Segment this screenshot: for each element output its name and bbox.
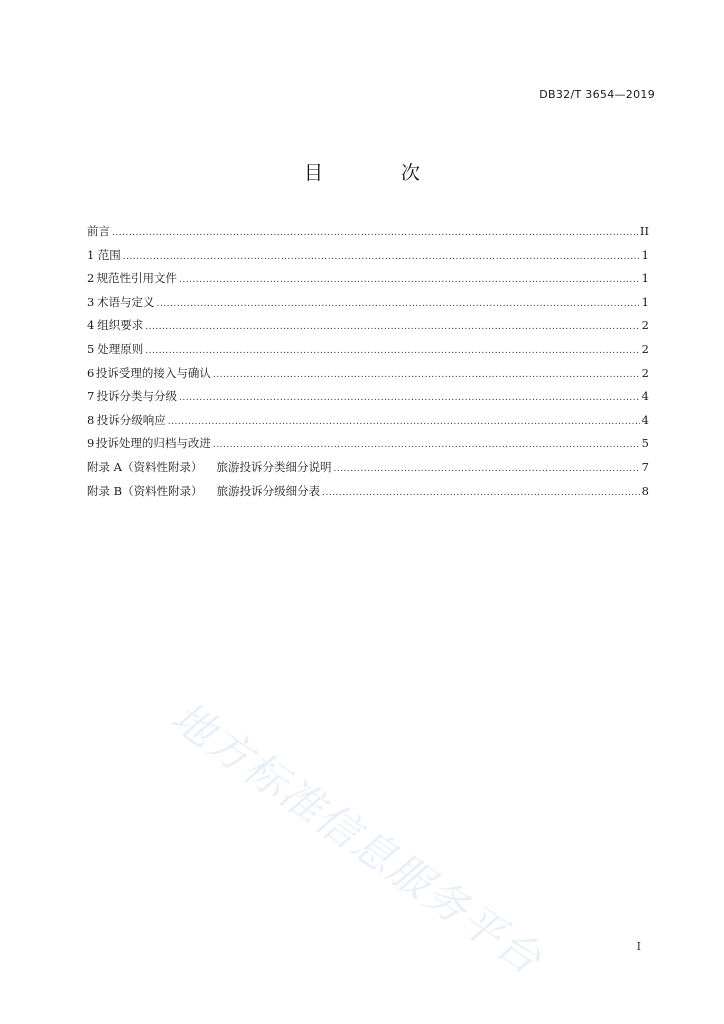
toc-dot-leader <box>157 291 640 317</box>
toc-entry-number: 7 <box>87 389 95 404</box>
toc-entry-number: 4 <box>87 318 95 333</box>
appendix-title: 旅游投诉分级细分表 <box>216 483 321 498</box>
toc-dot-leader <box>123 244 640 270</box>
toc-entry-label <box>87 480 320 504</box>
standard-code: DB32/T 3654—2019 <box>539 88 655 101</box>
toc-page-number: 8 <box>641 483 649 498</box>
toc-dot-leader <box>145 338 639 364</box>
toc-entry-5[interactable] <box>87 338 649 362</box>
toc-entry-label: 范围 <box>97 247 121 262</box>
toc-entry-number: 1 <box>87 247 95 262</box>
toc-page-number: II <box>639 224 649 238</box>
toc-dot-leader <box>213 432 640 458</box>
toc-entry-7[interactable] <box>87 385 649 409</box>
toc-dot-leader <box>179 385 640 411</box>
toc-entry-2[interactable] <box>87 267 649 291</box>
toc-dot-leader <box>179 267 640 293</box>
page-number: I <box>636 940 641 953</box>
toc-entry-preface[interactable] <box>87 220 649 244</box>
toc-entry-number: 2 <box>87 271 95 286</box>
toc-entry-appendix-a[interactable] <box>87 456 649 480</box>
toc-entry-label: 规范性引用文件 <box>96 271 178 286</box>
toc-entry-label: 术语与定义 <box>97 294 155 309</box>
toc-entry-label: 投诉分级响应 <box>96 412 166 427</box>
appendix-designation: 附录 A（资料性附录） <box>87 459 203 474</box>
toc-page-number: 4 <box>641 412 649 427</box>
toc-entry-number: 3 <box>87 294 95 309</box>
toc-page-number: 5 <box>641 436 649 451</box>
watermark: 地方标准信息服务平台 <box>162 691 552 985</box>
toc-page-number: 2 <box>641 341 649 356</box>
toc-page-number: 1 <box>641 294 649 309</box>
toc-dot-leader <box>322 480 640 506</box>
toc-entry-label: 处理原则 <box>97 341 144 356</box>
toc-entry-number: 5 <box>87 341 95 356</box>
toc-page-number: 2 <box>641 365 649 380</box>
appendix-title: 旅游投诉分类细分说明 <box>216 459 332 474</box>
toc-dot-leader <box>213 362 640 388</box>
toc-page-number: 1 <box>641 271 649 286</box>
toc-page-number: 7 <box>641 459 649 474</box>
toc-entry-number: 9 <box>87 436 95 451</box>
toc-entry-1[interactable] <box>87 244 649 268</box>
toc-dot-leader <box>333 456 639 482</box>
toc-entry-6[interactable] <box>87 362 649 386</box>
appendix-designation: 附录 B（资料性附录） <box>87 483 203 498</box>
toc-page-number: 2 <box>641 318 649 333</box>
toc-entry-8[interactable] <box>87 409 649 433</box>
toc-entry-appendix-b[interactable] <box>87 480 649 504</box>
toc-entry-label: 组织要求 <box>97 318 144 333</box>
toc-entry-number: 6 <box>87 365 95 380</box>
toc-entry-3[interactable] <box>87 291 649 315</box>
toc-entry-label: 前言 <box>87 224 110 238</box>
toc-list <box>87 220 649 503</box>
toc-entry-9[interactable] <box>87 432 649 456</box>
toc-page-number: 4 <box>641 389 649 404</box>
toc-dot-leader <box>145 314 639 340</box>
toc-dot-leader <box>168 409 640 435</box>
toc-entry-number: 8 <box>87 412 95 427</box>
toc-entry-label: 投诉处理的归档与改进 <box>95 436 211 451</box>
toc-entry-label: 投诉分类与分级 <box>96 389 178 404</box>
toc-title: 目 次 <box>303 162 457 184</box>
toc-entry-label <box>87 456 331 480</box>
toc-entry-label: 投诉受理的接入与确认 <box>95 365 211 380</box>
toc-entry-4[interactable] <box>87 314 649 338</box>
toc-page-number: 1 <box>641 247 649 262</box>
toc-dot-leader <box>112 220 638 246</box>
